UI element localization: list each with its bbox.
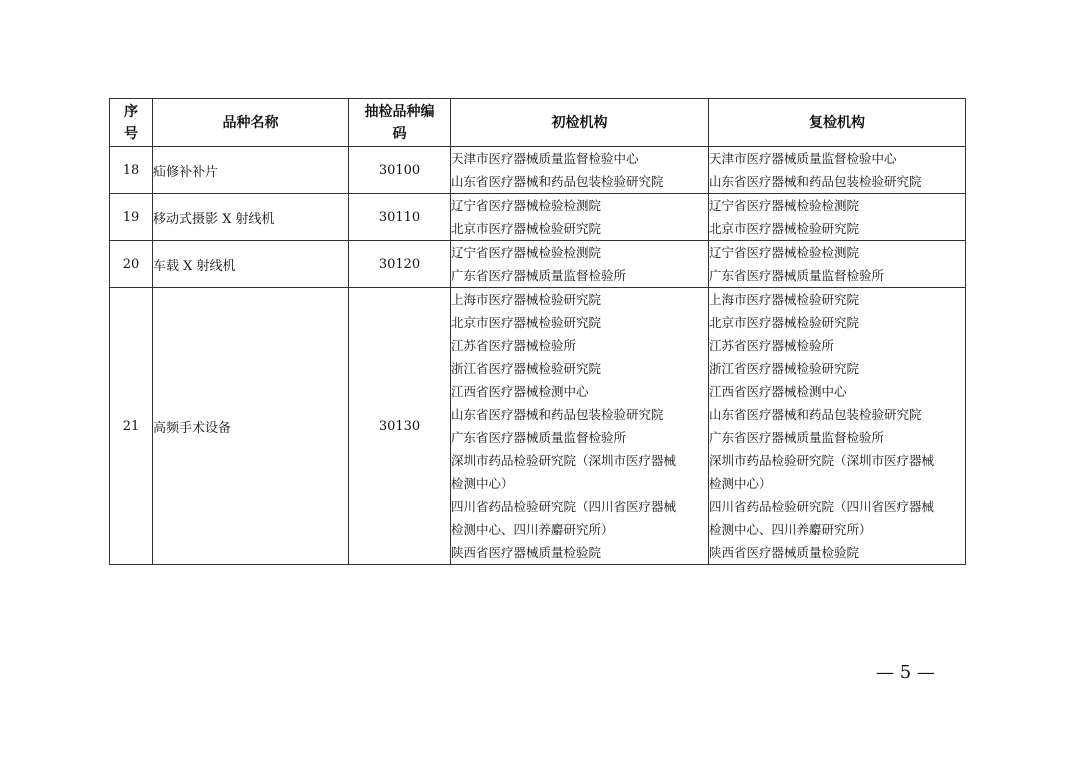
recheck-institution-line: 检测中心） — [709, 476, 772, 491]
row-name: 车载 X 射线机 — [153, 241, 349, 288]
row-code: 30100 — [349, 147, 451, 194]
row-code: 30110 — [349, 194, 451, 241]
recheck-institution-line: 广东省医疗器械质量监督检验所 — [709, 268, 885, 283]
initial-institution-line: 浙江省医疗器械检验研究院 — [451, 361, 602, 376]
table-row — [110, 241, 966, 288]
recheck-institution-line: 上海市医疗器械检验研究院 — [709, 292, 860, 307]
header-recheck: 复检机构 — [709, 99, 966, 147]
header-code: 抽检品种编 码 — [349, 99, 451, 147]
recheck-institution-line: 四川省药品检验研究院（四川省医疗器械 — [709, 499, 935, 514]
recheck-institution-line: 山东省医疗器械和药品包装检验研究院 — [709, 407, 922, 422]
row-recheck-institutions — [709, 241, 966, 288]
recheck-institution-line: 北京市医疗器械检验研究院 — [709, 221, 860, 236]
recheck-institution-line: 江西省医疗器械检测中心 — [709, 384, 847, 399]
initial-institution-line: 辽宁省医疗器械检验检测院 — [451, 198, 602, 213]
initial-institution-line: 北京市医疗器械检验研究院 — [451, 315, 602, 330]
row-name: 移动式摄影 X 射线机 — [153, 194, 349, 241]
initial-institution-line: 辽宁省医疗器械检验检测院 — [451, 245, 602, 260]
row-initial-institutions — [451, 241, 709, 288]
row-seq: 21 — [110, 288, 153, 565]
table-row — [110, 288, 966, 565]
row-name: 疝修补补片 — [153, 147, 349, 194]
recheck-institution-line: 天津市医疗器械质量监督检验中心 — [709, 151, 897, 166]
recheck-institution-line: 北京市医疗器械检验研究院 — [709, 315, 860, 330]
initial-institution-line: 检测中心） — [451, 476, 514, 491]
row-code: 30130 — [349, 288, 451, 565]
initial-institution-line: 山东省医疗器械和药品包装检验研究院 — [451, 174, 664, 189]
initial-institution-line: 广东省医疗器械质量监督检验所 — [451, 430, 627, 445]
row-seq: 19 — [110, 194, 153, 241]
recheck-institution-line: 辽宁省医疗器械检验检测院 — [709, 198, 860, 213]
table-row — [110, 147, 966, 194]
initial-institution-line: 山东省医疗器械和药品包装检验研究院 — [451, 407, 664, 422]
initial-institution-line: 江苏省医疗器械检验所 — [451, 338, 577, 353]
row-name: 高频手术设备 — [153, 288, 349, 565]
recheck-institution-line: 陕西省医疗器械质量检验院 — [709, 545, 860, 560]
initial-institution-line: 四川省药品检验研究院（四川省医疗器械 — [451, 499, 677, 514]
row-initial-institutions — [451, 147, 709, 194]
recheck-institution-line: 深圳市药品检验研究院（深圳市医疗器械 — [709, 453, 935, 468]
initial-institution-line: 广东省医疗器械质量监督检验所 — [451, 268, 627, 283]
header-name: 品种名称 — [153, 99, 349, 147]
row-recheck-institutions — [709, 288, 966, 565]
initial-institution-line: 陕西省医疗器械质量检验院 — [451, 545, 602, 560]
recheck-institution-line: 山东省医疗器械和药品包装检验研究院 — [709, 174, 922, 189]
row-seq: 20 — [110, 241, 153, 288]
row-recheck-institutions — [709, 194, 966, 241]
initial-institution-line: 北京市医疗器械检验研究院 — [451, 221, 602, 236]
recheck-institution-line: 检测中心、四川养麝研究所） — [709, 522, 872, 537]
row-code: 30120 — [349, 241, 451, 288]
recheck-institution-line: 浙江省医疗器械检验研究院 — [709, 361, 860, 376]
row-initial-institutions — [451, 194, 709, 241]
row-initial-institutions — [451, 288, 709, 565]
row-seq: 18 — [110, 147, 153, 194]
row-recheck-institutions — [709, 147, 966, 194]
initial-institution-line: 江西省医疗器械检测中心 — [451, 384, 589, 399]
header-initial: 初检机构 — [451, 99, 709, 147]
recheck-institution-line: 江苏省医疗器械检验所 — [709, 338, 835, 353]
page-number: — 5 — — [876, 662, 935, 683]
table-header-row — [110, 99, 966, 147]
table-body — [110, 147, 966, 565]
table-row — [110, 194, 966, 241]
initial-institution-line: 检测中心、四川养麝研究所） — [451, 522, 614, 537]
initial-institution-line: 天津市医疗器械质量监督检验中心 — [451, 151, 639, 166]
initial-institution-line: 上海市医疗器械检验研究院 — [451, 292, 602, 307]
initial-institution-line: 深圳市药品检验研究院（深圳市医疗器械 — [451, 453, 677, 468]
header-seq: 序 号 — [110, 99, 153, 147]
inspection-table — [109, 98, 966, 565]
recheck-institution-line: 广东省医疗器械质量监督检验所 — [709, 430, 885, 445]
recheck-institution-line: 辽宁省医疗器械检验检测院 — [709, 245, 860, 260]
